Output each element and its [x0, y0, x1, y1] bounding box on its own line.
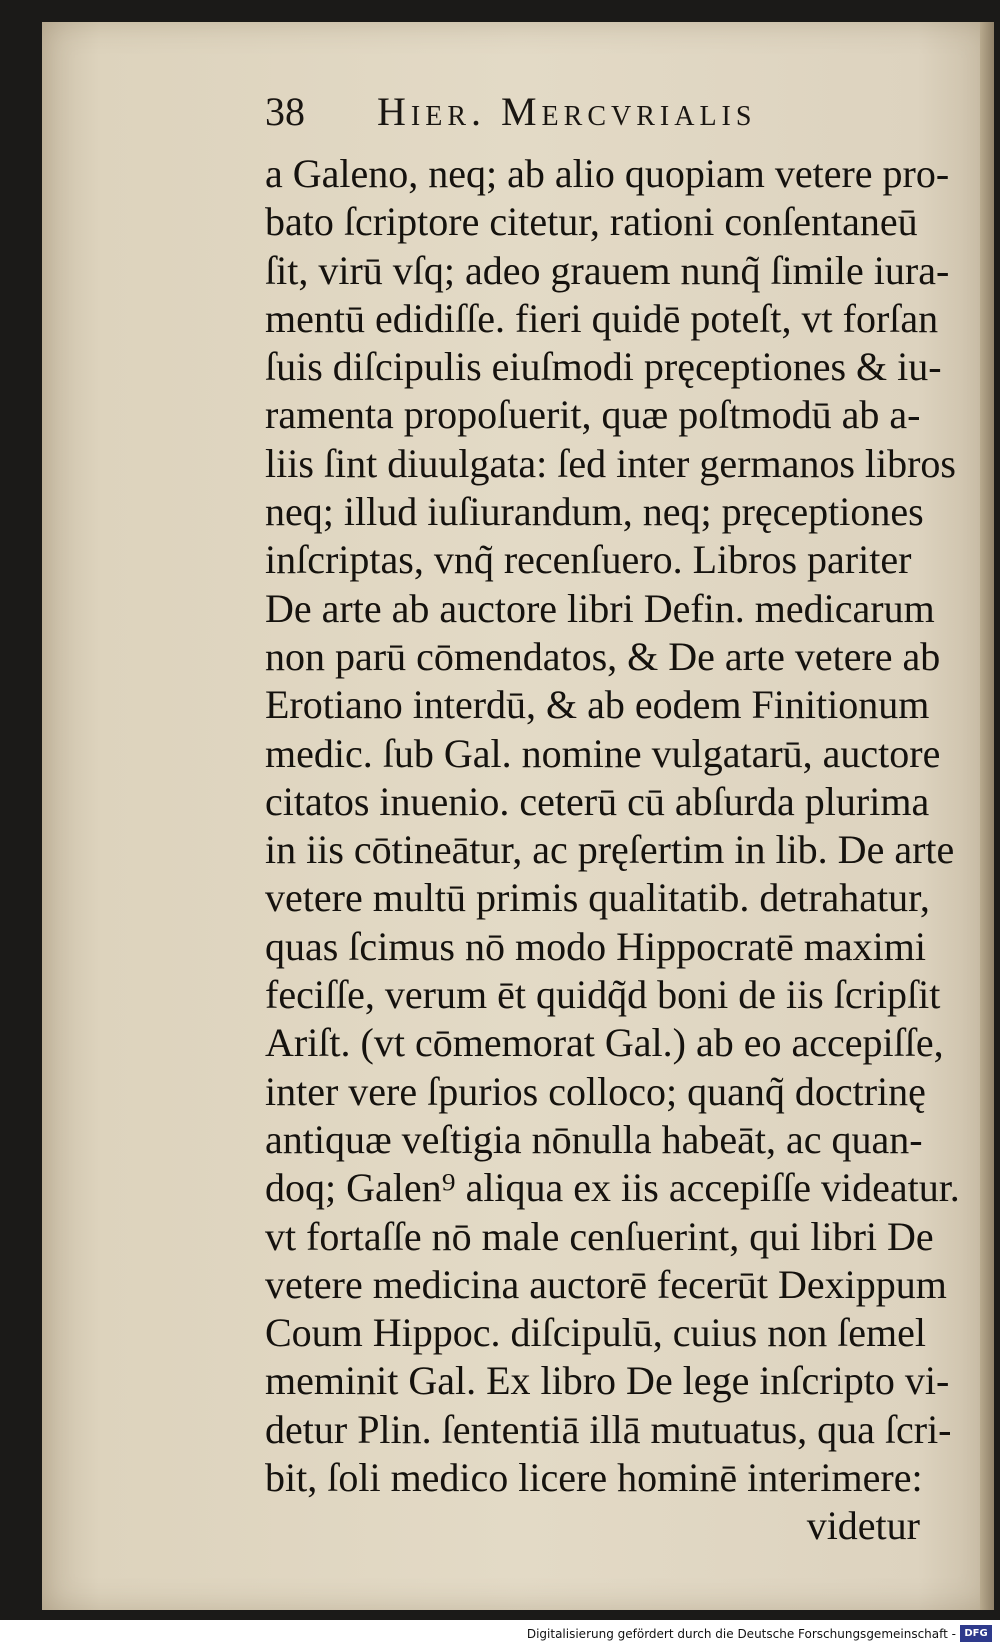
dfg-logo-icon: DFG [960, 1625, 992, 1642]
text-line: bato ſcriptore citetur, rationi conſentaneū [265, 199, 918, 245]
text-line: citatos inuenio. ceterū cū abſurda plurima [265, 778, 930, 824]
page-header [265, 88, 865, 138]
text-line: mentū edidiſſe. fieri quidē poteſt, vt forſan [265, 295, 939, 341]
text-line: ſuis diſcipulis eiuſmodi pręceptiones & iu- [265, 344, 942, 390]
text-line: in iis cōtineātur, ac pręſertim in lib. De arte [265, 827, 955, 873]
text-line: antiquæ veſtigia nōnulla habeāt, ac quan- [265, 1116, 923, 1162]
text-line: liis ſint diuulgata: ſed inter germanos libros [265, 440, 956, 486]
text-line: medic. ſub Gal. nomine vulgatarū, auctore [265, 730, 941, 776]
text-line: vetere medicina auctorē fecerūt Dexippum [265, 1261, 947, 1307]
text-line: quas ſcimus nō modo Hippocratē maximi [265, 923, 926, 969]
text-line: De arte ab auctore libri Defin. medicarum [265, 585, 935, 631]
text-line: Erotiano interdū, & ab eodem Finitionum [265, 682, 930, 728]
text-line: feciſſe, verum ēt quidq̃d boni de iis ſcripſit [265, 972, 941, 1018]
text-line: detur Plin. ſententiā illā mutuatus, qua ſcri- [265, 1406, 952, 1452]
catchword: videtur [806, 1503, 920, 1549]
text-line: vt fortaſſe nō male cenſuerint, qui libri De [265, 1213, 934, 1259]
text-line: vetere multū primis qualitatib. detrahatur, [265, 875, 930, 921]
text-line: neq; illud iuſiurandum, neq; pręceptiones [265, 489, 924, 535]
footer-bar [0, 1622, 1000, 1646]
page-edge [980, 22, 994, 1610]
page-number: 38 [265, 89, 305, 134]
text-line: inter vere ſpurios colloco; quanq̃ doctrinę [265, 1068, 926, 1114]
text-line: a Galeno, neq; ab alio quopiam vetere pro- [265, 151, 950, 196]
text-line: meminit Gal. Ex libro De lege inſcripto vi- [265, 1358, 950, 1404]
body-text [265, 150, 960, 1551]
text-line: bit, ſoli medico licere hominē interimere: [265, 1455, 923, 1501]
text-line: ſit, virū vſq; adeo grauem nunq̃ ſimile iura- [265, 247, 950, 293]
text-line: doq; Galen⁹ aliqua ex iis accepiſſe videatur. [265, 1165, 960, 1211]
text-line: Coum Hippoc. diſcipulū, cuius non ſemel [265, 1310, 927, 1356]
text-line: non parū cōmendatos, & De arte vetere ab [265, 633, 941, 679]
text-line: Ariſt. (vt cōmemorat Gal.) ab eo accepiſſe, [265, 1020, 944, 1066]
funding-credit: Digitalisierung gefördert durch die Deutsche Forschungsgemeinschaft - [526, 1627, 956, 1641]
running-head: Hier. Mercvrialis [377, 89, 757, 134]
text-line: ramenta propoſuerit, quæ poſtmodū ab a- [265, 392, 921, 438]
text-line: inſcriptas, vnq̃ recenſuero. Libros pariter [265, 537, 912, 583]
